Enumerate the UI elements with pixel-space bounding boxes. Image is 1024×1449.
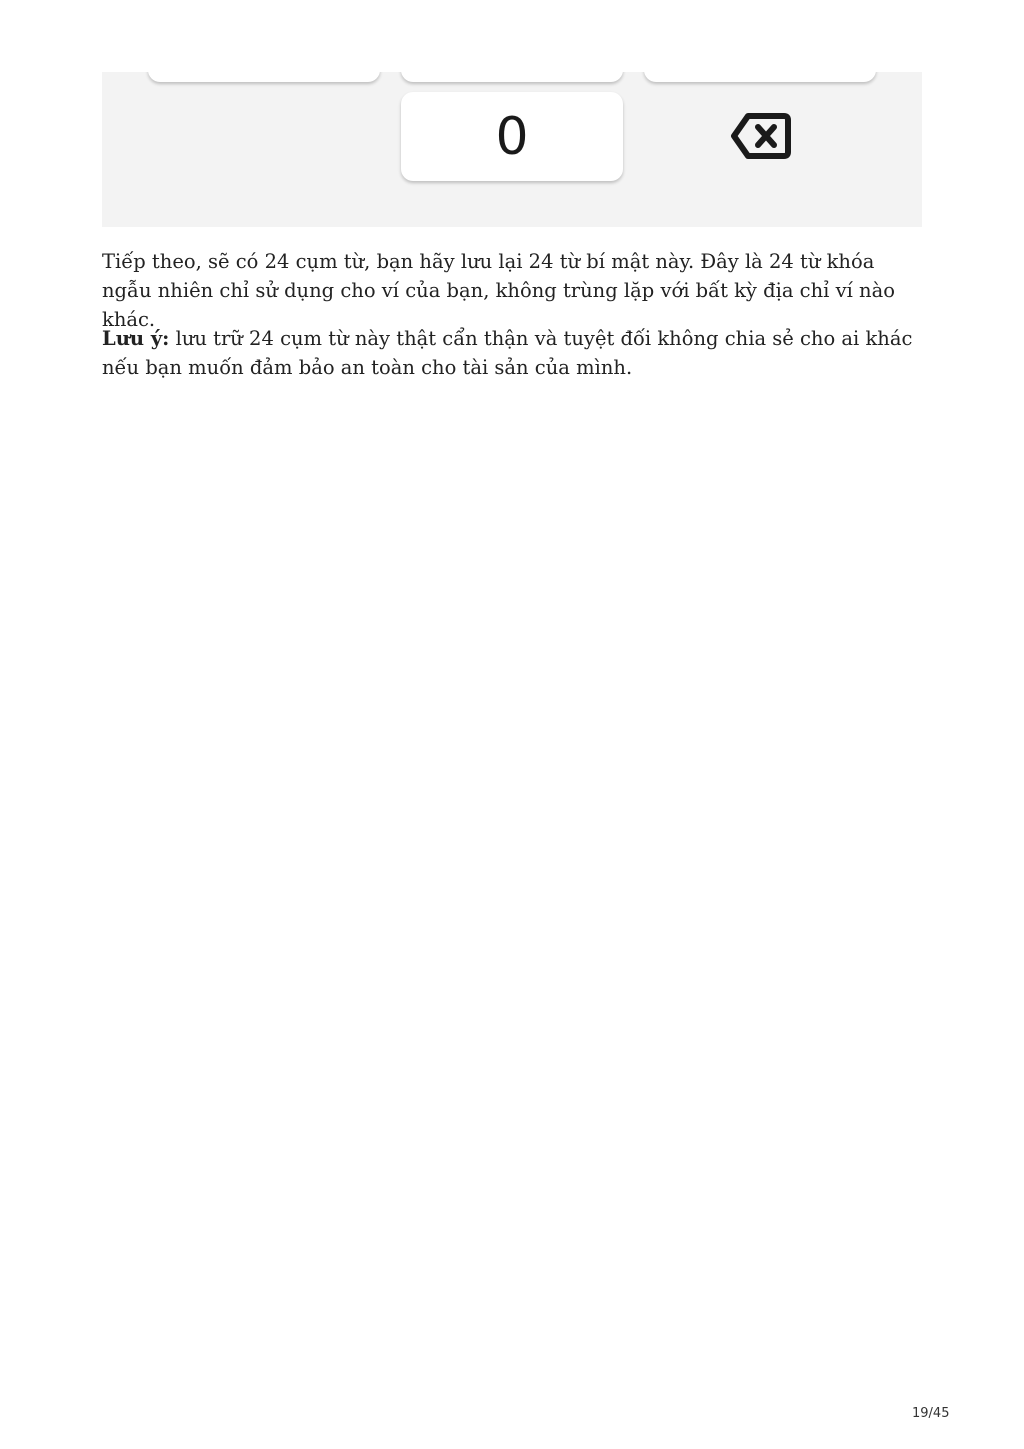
keypad-screenshot: [102, 72, 922, 227]
keypad-key-partial: [148, 72, 380, 82]
keypad-key-partial: [644, 72, 876, 82]
keypad-key-zero: 0: [401, 92, 623, 181]
keypad-key-partial: [401, 72, 623, 82]
paragraph-instructions: Tiếp theo, sẽ có 24 cụm từ, bạn hãy lưu lại 24 từ bí mật này. Đây là 24 từ khóa ngẫu nhiên chỉ sử dụng cho ví của bạn, không trùng lặp với bất kỳ địa chỉ ví nào khác.: [102, 250, 895, 331]
page-number: 19/45: [912, 1406, 950, 1421]
paragraph-note: [102, 324, 922, 382]
note-label: Lưu ý:: [102, 327, 170, 350]
backspace-icon: [730, 110, 792, 162]
note-text: lưu trữ 24 cụm từ này thật cẩn thận và tuyệt đối không chia sẻ cho ai khác nếu bạn muốn đảm bảo an toàn cho tài sản của mình.: [102, 327, 913, 379]
